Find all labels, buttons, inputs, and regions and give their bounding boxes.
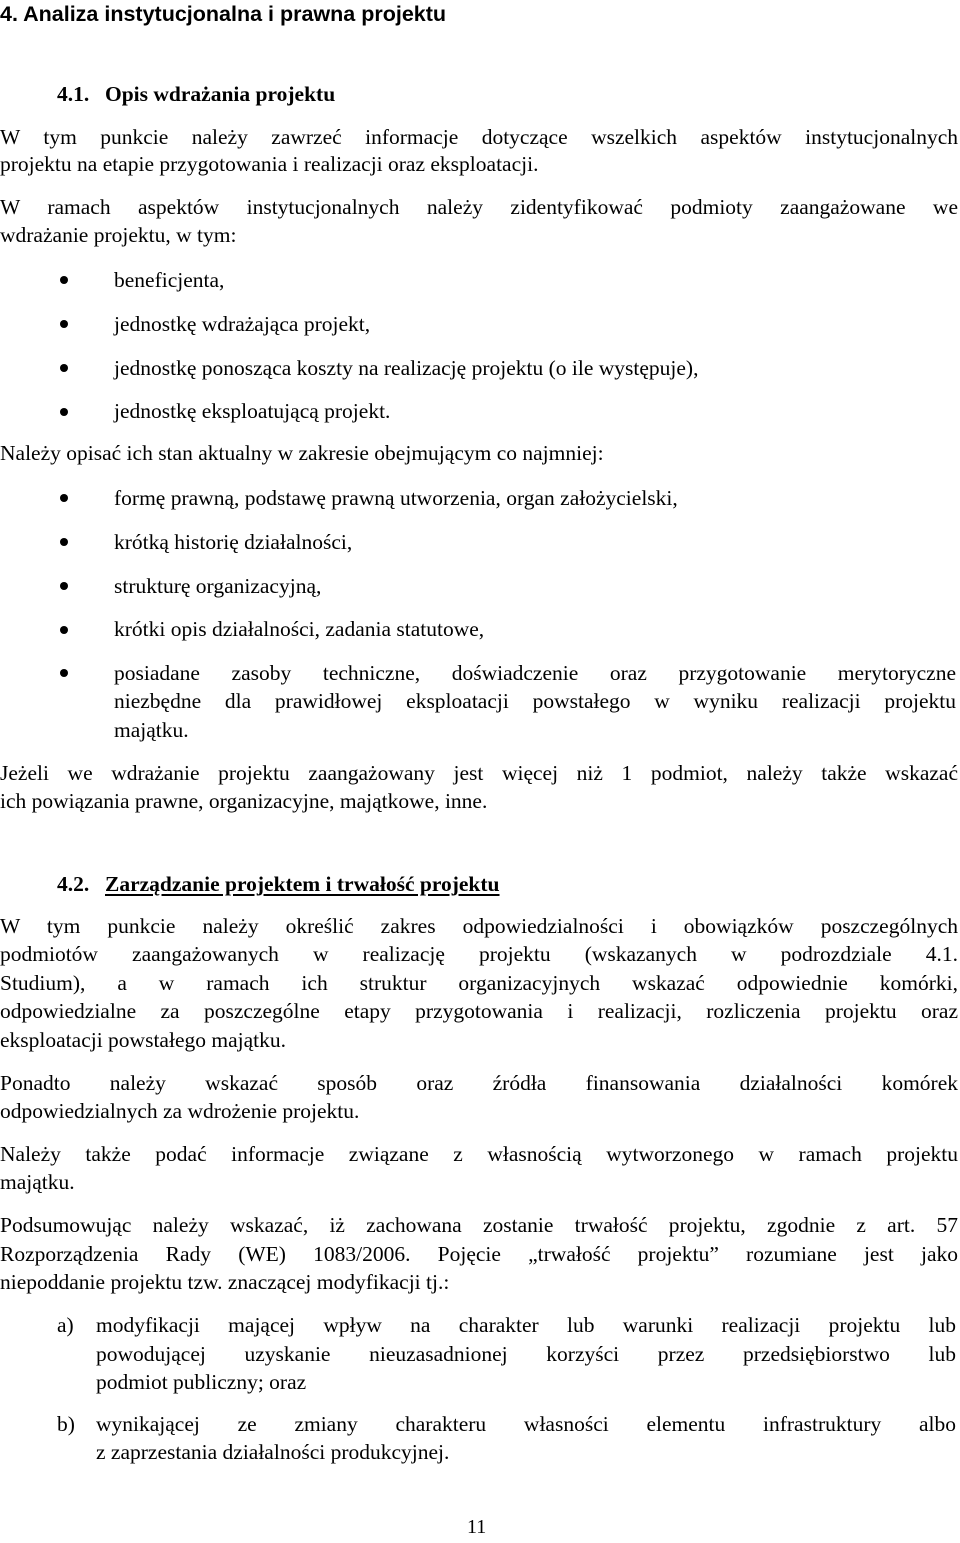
bullet-icon — [60, 494, 68, 502]
paragraph-line: W ramach aspektów instytucjonalnych należy zidentyfikować podmioty zaangażowane we — [0, 195, 958, 219]
paragraph-line: Należy także podać informacje związane z własnością wytworzonego w ramach projektu — [0, 1142, 958, 1166]
paragraph-line: wdrażanie projektu, w tym: — [0, 223, 237, 247]
paragraph-line: majątku. — [0, 1170, 75, 1194]
bullet-icon — [60, 320, 68, 328]
bullet-icon — [60, 538, 68, 546]
bullet-icon — [60, 276, 68, 284]
list-item: krótką historię działalności, — [114, 530, 353, 554]
subsection-number-4-2: 4.2. — [57, 872, 90, 896]
list-item: beneficjenta, — [114, 268, 225, 292]
paragraph-line: odpowiedzialne za poszczególne etapy przygotowania i realizacji, rozliczenia projektu oraz — [0, 999, 958, 1023]
list-item: strukturę organizacyjną, — [114, 574, 322, 598]
paragraph-line: Podsumowując należy wskazać, iż zachowana zostanie trwałość projektu, zgodnie z art. 57 — [0, 1213, 958, 1237]
paragraph-line: niepoddanie projektu tzw. znaczącej modyfikacji tj.: — [0, 1270, 450, 1294]
list-item: jednostkę eksploatującą projekt. — [114, 399, 391, 423]
list-item: jednostkę wdrażająca projekt, — [114, 312, 371, 336]
paragraph-line: eksploatacji powstałego majątku. — [0, 1028, 286, 1052]
list-item: wynikającej ze zmiany charakteru własności elementu infrastruktury albo — [96, 1412, 956, 1436]
subsection-number-4-1: 4.1. — [57, 82, 90, 106]
paragraph-line: odpowiedzialnych za wdrożenie projektu. — [0, 1099, 360, 1123]
list-item: modyfikacji mającej wpływ na charakter lub warunki realizacji projektu lub — [96, 1313, 956, 1337]
paragraph-line: W tym punkcie należy zawrzeć informacje dotyczące wszelkich aspektów instytucjonalnych — [0, 125, 958, 149]
bullet-icon — [60, 408, 68, 416]
paragraph-line: projektu na etapie przygotowania i realizacji oraz eksploatacji. — [0, 152, 539, 176]
paragraph-line: Jeżeli we wdrażanie projektu zaangażowany jest więcej niż 1 podmiot, należy także wskazać — [0, 761, 958, 785]
bullet-icon — [60, 364, 68, 372]
bullet-icon — [60, 669, 68, 677]
paragraph-line: Ponadto należy wskazać sposób oraz źródła finansowania działalności komórek — [0, 1071, 958, 1095]
list-marker-a: a) — [57, 1313, 74, 1337]
paragraph-line: ich powiązania prawne, organizacyjne, majątkowe, inne. — [0, 789, 488, 813]
bullet-icon — [60, 582, 68, 590]
bullet-icon — [60, 626, 68, 634]
paragraph-line: W tym punkcie należy określić zakres odpowiedzialności i obowiązków poszczególnych — [0, 914, 958, 938]
subsection-title-4-1: Opis wdrażania projektu — [105, 82, 336, 106]
list-item: posiadane zasoby techniczne, doświadczenie oraz przygotowanie merytoryczne — [114, 661, 956, 685]
list-item: jednostkę ponosząca koszty na realizację projektu (o ile występuje), — [114, 356, 699, 380]
list-item: krótki opis działalności, zadania statutowe, — [114, 617, 485, 641]
page-number: 11 — [467, 1516, 487, 1538]
list-item: formę prawną, podstawę prawną utworzenia, organ założycielski, — [114, 486, 678, 510]
list-item-continuation: majątku. — [114, 718, 189, 742]
subsection-title-4-2: Zarządzanie projektem i trwałość projektu — [105, 872, 500, 896]
list-marker-b: b) — [57, 1412, 75, 1436]
list-item-continuation: niezbędne dla prawidłowej eksploatacji powstałego w wyniku realizacji projektu — [114, 689, 956, 713]
paragraph-line: Należy opisać ich stan aktualny w zakresie obejmującym co najmniej: — [0, 441, 604, 465]
list-item-continuation: powodującej uzyskanie nieuzasadnionej korzyści przez przedsiębiorstwo lub — [96, 1342, 956, 1366]
paragraph-line: podmiotów zaangażowanych w realizację projektu (wskazanych w podrozdziale 4.1. — [0, 942, 958, 966]
list-item-continuation: z zaprzestania działalności produkcyjnej. — [96, 1440, 450, 1464]
paragraph-line: Rozporządzenia Rady (WE) 1083/2006. Pojęcie „trwałość projektu” rozumiane jest jako — [0, 1242, 958, 1266]
paragraph-line: Studium), a w ramach ich struktur organizacyjnych wskazać odpowiednie komórki, — [0, 971, 958, 995]
section-title: 4. Analiza instytucjonalna i prawna projektu — [0, 2, 447, 26]
list-item-continuation: podmiot publiczny; oraz — [96, 1370, 307, 1394]
